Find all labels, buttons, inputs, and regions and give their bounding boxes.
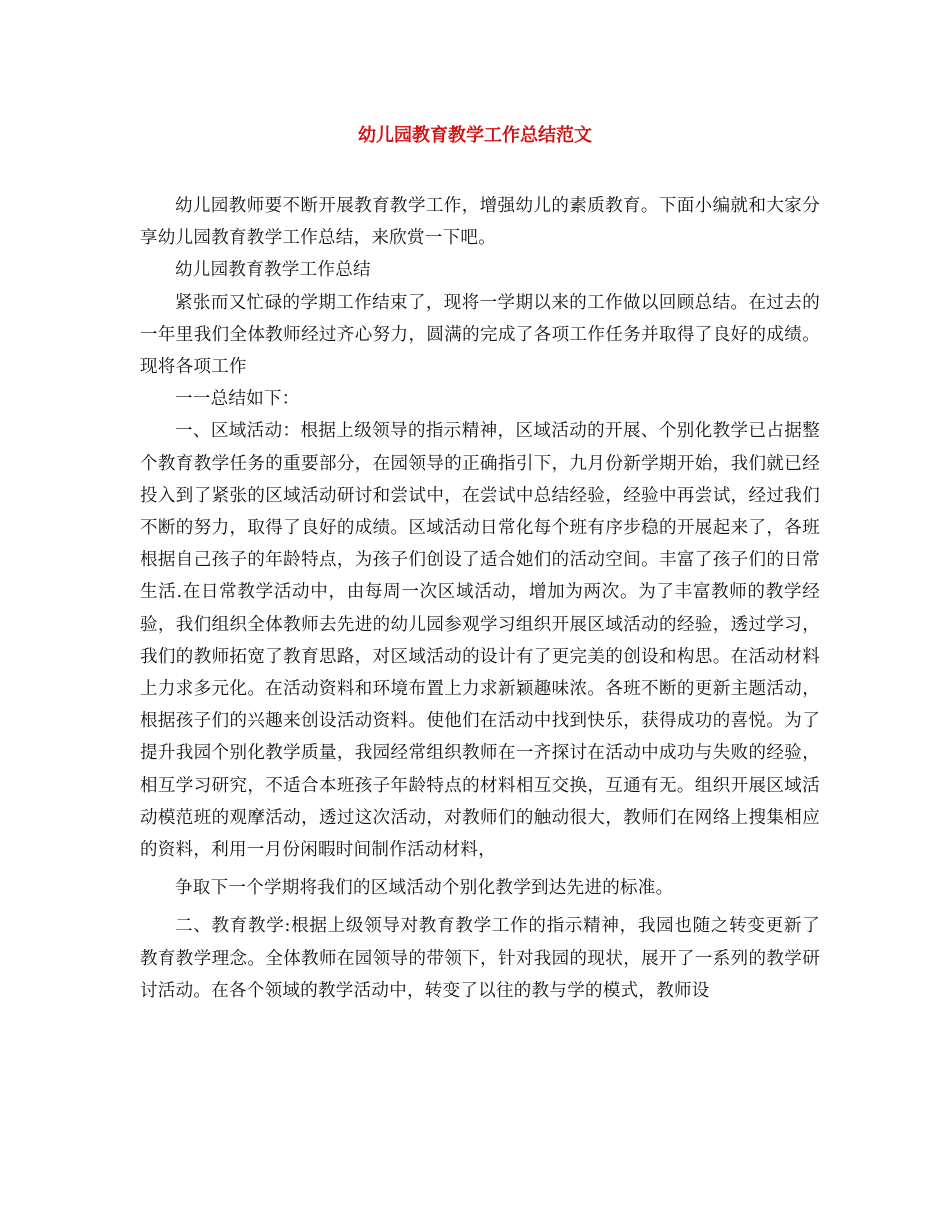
section-heading: 幼儿园教育教学工作总结 xyxy=(175,260,371,281)
regional-activity-paragraph: 一、区域活动：根据上级领导的指示精神，区域活动的开展、个别化教学已占据整个教育教学任务的重要部分，在园领导的正确指引下，九月份新学期开始，我们就已经投入到了紧张的区域活动研讨和尝试中，在尝试中总结经验，经验中再尝试，经过我们不断的努力，取得了良好的成绩。区域活动日常化每个班有序步稳的开展起来了，各班根据自己孩子的年龄特点，为孩子们创设了适合她们的活动空间。丰富了孩子们的日常生活.在日常教学活动中，由每周一次区域活动，增加为两次。为了丰富教师的教学经验，我们组织全体教师去先进的幼儿园参观学习组织开展区域活动的经验，透过学习，我们的教师拓宽了教育思路，对区域活动的设计有了更完美的创设和构思。在活动材料上力求多元化。在活动资料和环境布置上力求新颖趣味浓。各班不断的更新主题活动，根据孩子们的兴趣来创设活动资料。使他们在活动中找到快乐，获得成功的喜悦。为了提升我园个别化教学质量，我园经常组织教师在一齐探讨在活动中成功与失败的经验，相互学习研究，不适合本班孩子年龄特点的材料相互交换，互通有无。组织开展区域活动模范班的观摩活动，透过这次活动，对教师们的触动很大，教师们在网络上搜集相应的资料，利用一月份闲暇时间制作活动材料， xyxy=(140,421,820,861)
document-title: 幼儿园教育教学工作总结范文 xyxy=(358,125,592,146)
intro-paragraph: 幼儿园教师要不断开展教育教学工作，增强幼儿的素质教育。下面小编就和大家分享幼儿园教育教学工作总结，来欣赏一下吧。 xyxy=(140,196,820,249)
summary-paragraph: 紧张而又忙碌的学期工作结束了，现将一学期以来的工作做以回顾总结。在过去的一年里我们全体教师经过齐心努力，圆满的完成了各项工作任务并取得了良好的成绩。现将各项工作 xyxy=(140,292,820,378)
teaching-paragraph: 二、教育教学:根据上级领导对教育教学工作的指示精神，我园也随之转变更新了教育教学理念。全体教师在园领导的带领下，针对我园的现状，展开了一系列的教学研讨活动。在各个领域的教学活动中，转变了以往的教与学的模式，教师设 xyxy=(140,916,820,1001)
summary-continuation: 一一总结如下： xyxy=(175,389,300,410)
document-body xyxy=(140,190,820,1007)
goal-paragraph: 争取下一个学期将我们的区域活动个别化教学到达先进的标准。 xyxy=(175,878,674,899)
